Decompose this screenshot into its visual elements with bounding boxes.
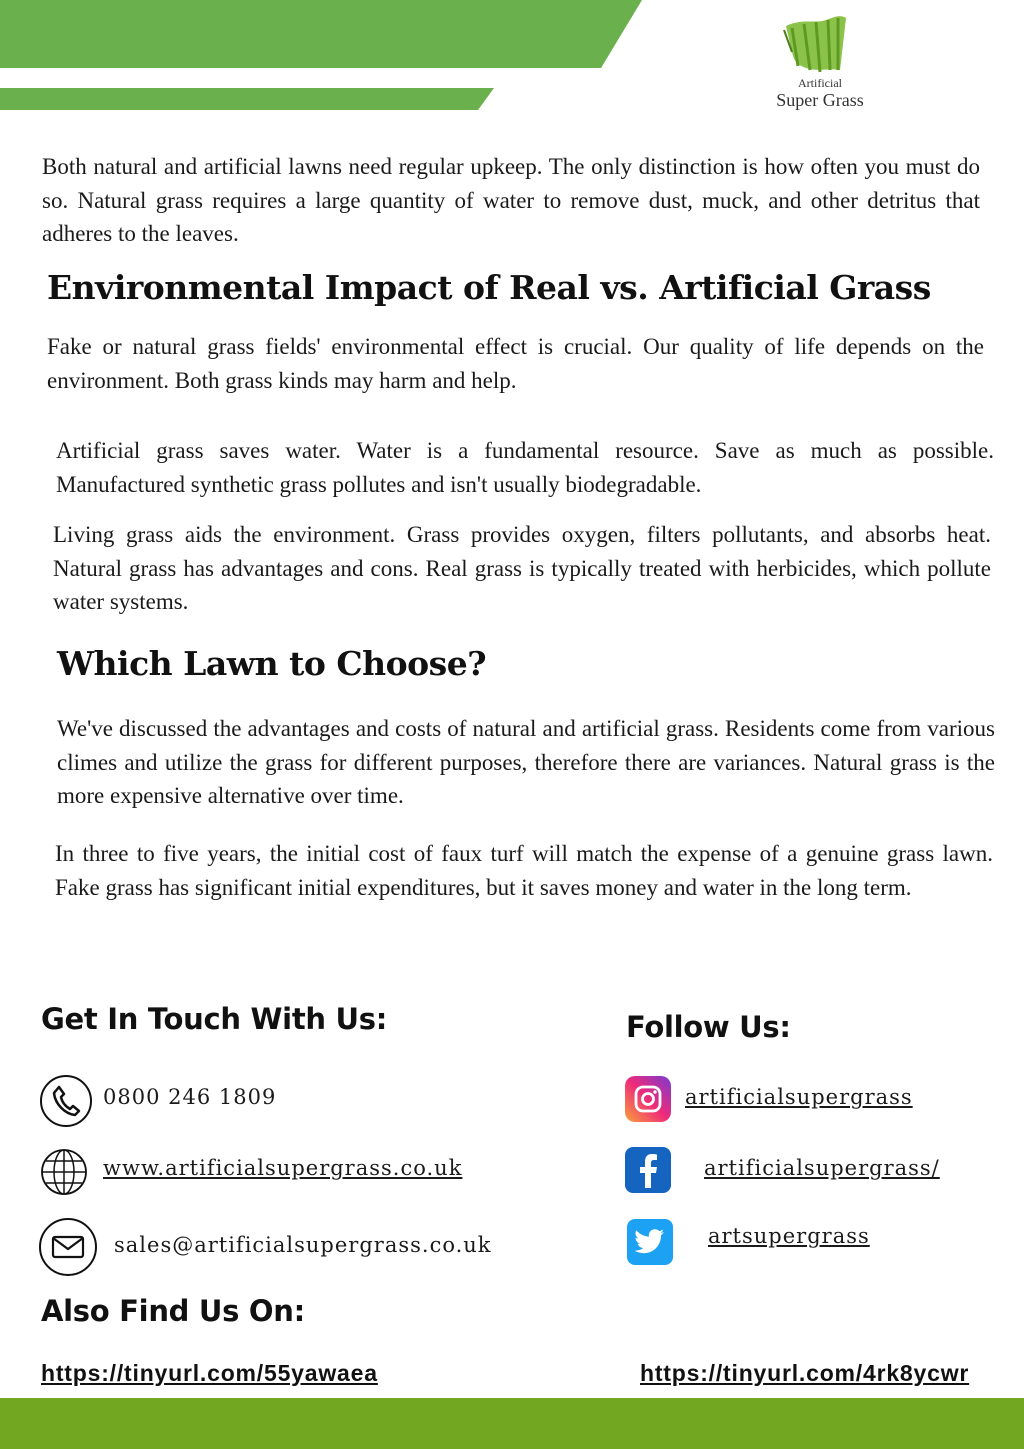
paragraph-environment: Fake or natural grass fields' environmental effect is crucial. Our quality of life depends on the environment. Both grass kinds may harm and help.	[47, 334, 984, 393]
also-find-us-heading: Also Find Us On:	[41, 1294, 305, 1328]
paragraph-artificial-saves-water: Artificial grass saves water. Water is a fundamental resource. Save as much as possible. Manufactured synthetic grass pollutes and isn't usually biodegradable.	[56, 438, 994, 497]
heading-environmental-impact: Environmental Impact of Real vs. Artificial Grass	[47, 268, 931, 307]
twitter-handle[interactable]: artsupergrass	[708, 1224, 870, 1248]
follow-us-heading: Follow Us:	[626, 1010, 791, 1044]
globe-icon	[40, 1148, 88, 1196]
bottom-green-bar	[0, 1398, 1024, 1449]
grass-flag-icon	[768, 12, 872, 74]
paragraph-cost: In three to five years, the initial cost of faux turf will match the expense of a genuine grass lawn. Fake grass has significant initial expenditures, but it saves money and water in the long term.	[55, 841, 993, 900]
envelope-icon	[39, 1218, 97, 1276]
phone-icon	[40, 1075, 92, 1127]
twitter-icon[interactable]	[627, 1219, 673, 1265]
website-link[interactable]: www.artificialsupergrass.co.uk	[103, 1156, 463, 1180]
get-in-touch-heading: Get In Touch With Us:	[41, 1002, 388, 1036]
phone-number[interactable]: 0800 246 1809	[103, 1085, 277, 1109]
facebook-handle[interactable]: artificialsupergrass/	[704, 1156, 940, 1180]
instagram-icon[interactable]	[625, 1076, 671, 1122]
email-address[interactable]: sales@artificialsupergrass.co.uk	[114, 1233, 492, 1257]
brand-logo	[768, 12, 872, 112]
tinyurl-link-1[interactable]: https://tinyurl.com/55yawaea	[41, 1360, 378, 1386]
logo-text-top: Artificial	[798, 76, 842, 90]
tinyurl-link-2[interactable]: https://tinyurl.com/4rk8ycwr	[640, 1360, 970, 1386]
paragraph-discussed: We've discussed the advantages and costs of natural and artificial grass. Residents come from various climes and utilize the grass for different purposes, therefore there are variances. Natural grass is the more expensive alternative over time.	[57, 716, 995, 808]
facebook-icon[interactable]	[625, 1147, 671, 1193]
logo-text-bottom: Super Grass	[776, 90, 864, 110]
intro-paragraph: Both natural and artificial lawns need regular upkeep. The only distinction is how often you must do so. Natural grass requires a large quantity of water to remove dust, muck, and other detritus that adheres to the leaves.	[42, 154, 980, 246]
paragraph-living-grass: Living grass aids the environment. Grass provides oxygen, filters pollutants, and absorbs heat. Natural grass has advantages and cons. Real grass is typically treated with herbicides, which pollute water systems.	[53, 522, 991, 614]
heading-which-lawn: Which Lawn to Choose?	[57, 644, 487, 683]
instagram-handle[interactable]: artificialsupergrass	[685, 1085, 913, 1109]
